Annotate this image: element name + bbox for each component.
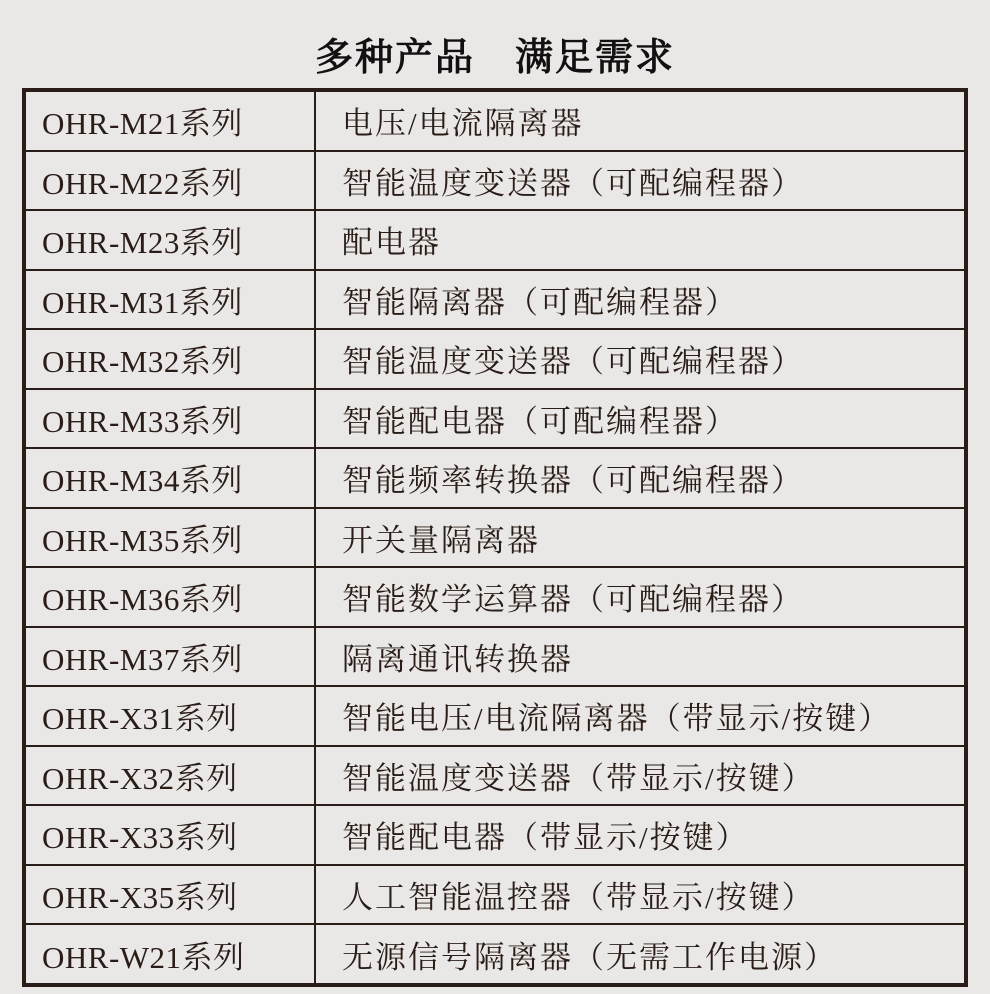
table-row — [24, 90, 966, 151]
description-cell: 智能频率转换器（可配编程器） — [315, 448, 966, 507]
table-row — [24, 448, 966, 507]
series-cell: OHR-M33系列 — [24, 389, 315, 448]
series-cell: OHR-M21系列 — [24, 90, 315, 151]
table-row — [24, 329, 966, 388]
series-cell: OHR-X35系列 — [24, 865, 315, 924]
description-cell: 智能温度变送器（可配编程器） — [315, 329, 966, 388]
series-cell: OHR-M34系列 — [24, 448, 315, 507]
series-cell: OHR-M36系列 — [24, 567, 315, 626]
table-row — [24, 270, 966, 329]
table-row — [24, 686, 966, 745]
series-cell: OHR-M37系列 — [24, 627, 315, 686]
series-cell: OHR-X33系列 — [24, 805, 315, 864]
description-cell: 无源信号隔离器（无需工作电源） — [315, 924, 966, 985]
series-cell: OHR-M35系列 — [24, 508, 315, 567]
series-cell: OHR-W21系列 — [24, 924, 315, 985]
table-row — [24, 210, 966, 269]
series-cell: OHR-X32系列 — [24, 746, 315, 805]
table-row — [24, 805, 966, 864]
description-cell: 智能配电器（可配编程器） — [315, 389, 966, 448]
series-cell: OHR-M32系列 — [24, 329, 315, 388]
table-row — [24, 508, 966, 567]
table-row — [24, 865, 966, 924]
description-cell: 智能电压/电流隔离器（带显示/按键） — [315, 686, 966, 745]
series-cell: OHR-X31系列 — [24, 686, 315, 745]
description-cell: 智能隔离器（可配编程器） — [315, 270, 966, 329]
series-cell: OHR-M23系列 — [24, 210, 315, 269]
description-cell: 人工智能温控器（带显示/按键） — [315, 865, 966, 924]
table-row — [24, 924, 966, 985]
product-series-table — [22, 88, 968, 987]
description-cell: 智能数学运算器（可配编程器） — [315, 567, 966, 626]
description-cell: 智能温度变送器（可配编程器） — [315, 151, 966, 210]
table-row — [24, 151, 966, 210]
description-cell: 智能温度变送器（带显示/按键） — [315, 746, 966, 805]
product-table-body — [24, 90, 966, 985]
description-cell: 配电器 — [315, 210, 966, 269]
description-cell: 开关量隔离器 — [315, 508, 966, 567]
table-row — [24, 746, 966, 805]
table-row — [24, 567, 966, 626]
series-cell: OHR-M22系列 — [24, 151, 315, 210]
table-row — [24, 389, 966, 448]
description-cell: 智能配电器（带显示/按键） — [315, 805, 966, 864]
page-title: 多种产品 满足需求 — [314, 37, 675, 79]
description-cell: 隔离通讯转换器 — [315, 627, 966, 686]
description-cell: 电压/电流隔离器 — [315, 90, 966, 151]
table-row — [24, 627, 966, 686]
series-cell: OHR-M31系列 — [24, 270, 315, 329]
